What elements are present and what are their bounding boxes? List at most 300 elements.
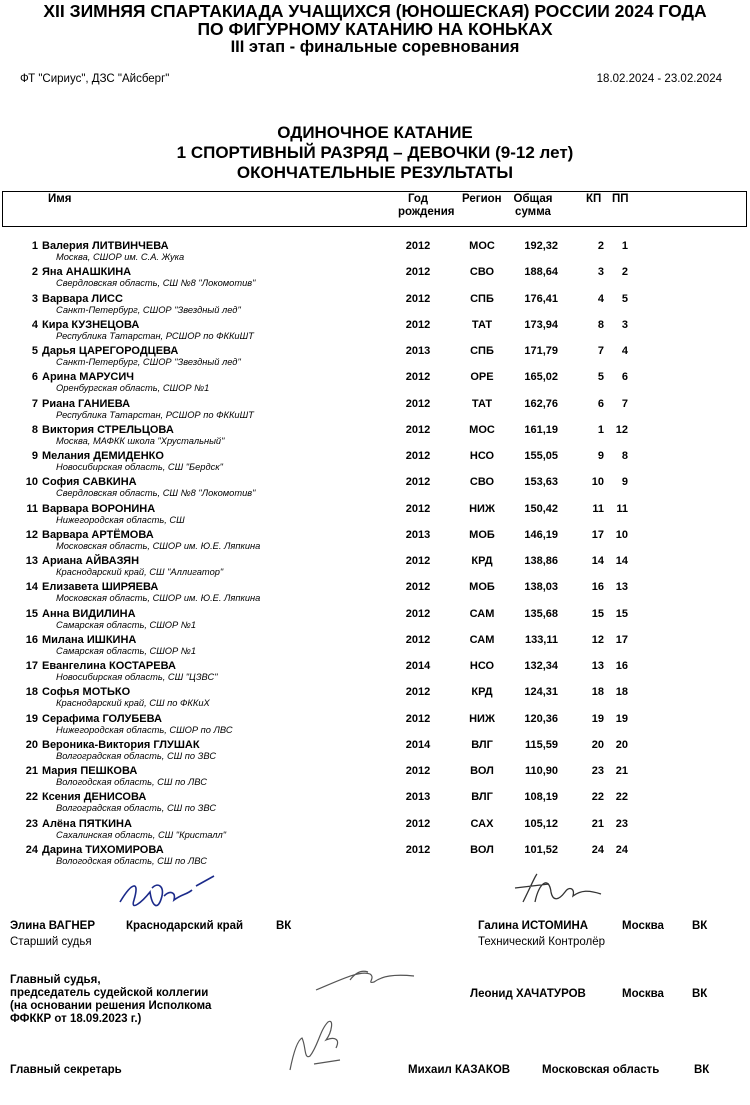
region-cell: СВО: [469, 266, 495, 279]
table-row: [0, 319, 750, 345]
fs-place-cell: 24: [615, 843, 628, 856]
athlete-first-name: Анна: [42, 607, 70, 620]
sp-place-cell: 21: [591, 817, 604, 830]
club-cell: Республика Татарстан, РСШОР по ФККиШТ: [56, 330, 254, 341]
fs-place-cell: 13: [615, 581, 628, 594]
athlete-last-name: ВИДИЛИНА: [72, 607, 136, 620]
athlete-name-cell: [42, 529, 154, 541]
title-line-1: XII ЗИМНЯЯ СПАРТАКИАДА УЧАЩИХСЯ (ЮНОШЕСКАЯ) РОССИИ 2024 ГОДА: [43, 1, 707, 21]
rank-cell: 6: [31, 371, 38, 384]
athlete-first-name: Евангелина: [42, 660, 106, 672]
athlete-name-cell: [42, 686, 130, 698]
region-cell: КРД: [471, 555, 493, 567]
col-header-total: Общая сумма: [513, 193, 553, 218]
sp-place-cell: 22: [591, 791, 604, 804]
club-cell: Новосибирская область, СШ "Бердск": [56, 462, 223, 472]
fs-place-cell: 8: [621, 450, 628, 462]
club-cell: Новосибирская область, СШ "ЦЗВС": [56, 672, 218, 682]
results-table-header: [2, 191, 747, 227]
rank-cell: 19: [25, 712, 38, 725]
athlete-name-cell: [42, 634, 136, 646]
venue: ФТ "Сириус", ДЗС "Айсберг": [20, 73, 170, 85]
rank-cell: 4: [31, 318, 38, 331]
event-title: [0, 123, 750, 183]
fs-place-cell: 14: [615, 555, 628, 567]
total-score-cell: 161,19: [524, 423, 558, 436]
table-row: [0, 450, 750, 476]
total-score-cell: 120,36: [524, 712, 558, 725]
club-cell: Санкт-Петербург, СШОР "Звездный лед": [56, 357, 241, 367]
event-discipline: ОДИНОЧНОЕ КАТАНИЕ: [277, 123, 473, 142]
chief-referee-region: Москва: [622, 988, 664, 1000]
region-cell: ВОЛ: [470, 843, 494, 856]
athlete-name-cell: [42, 555, 139, 567]
rank-cell: 1: [31, 240, 38, 252]
athlete-name-cell: [42, 581, 158, 593]
birth-year-cell: 2013: [405, 528, 431, 541]
athlete-last-name: САВКИНА: [82, 476, 137, 489]
sp-place-cell: 16: [591, 581, 604, 594]
tc-name: Галина ИСТОМИНА: [478, 920, 589, 932]
rank-cell: 12: [25, 528, 38, 541]
athlete-last-name: СТРЕЛЬЦОВА: [97, 423, 174, 436]
athlete-first-name: Виктория: [42, 423, 95, 436]
club-cell: Московская область, СШОР им. Ю.Е. Ляпкина: [56, 593, 261, 604]
club-cell: Волгоградская область, СШ по ЗВС: [56, 750, 217, 761]
birth-year-cell: 2014: [405, 660, 431, 672]
sp-place-cell: 11: [592, 502, 604, 515]
table-row: [0, 713, 750, 739]
athlete-last-name: АРТЁМОВА: [91, 528, 154, 541]
rank-cell: 7: [31, 397, 38, 410]
sp-place-cell: 4: [597, 292, 604, 305]
table-row: [0, 660, 750, 686]
referee-signature-icon: [112, 872, 222, 922]
athlete-last-name: АНАШКИНА: [65, 266, 132, 279]
total-score-cell: 165,02: [524, 371, 558, 384]
rank-cell: 20: [25, 738, 38, 751]
total-score-cell: 146,19: [524, 528, 558, 541]
col-header-region: Регион: [462, 193, 502, 205]
fs-place-cell: 11: [616, 502, 628, 515]
athlete-last-name: ГОЛУБЕВА: [102, 712, 162, 725]
birth-year-cell: 2012: [405, 555, 431, 567]
athlete-last-name: ЛИТВИНЧЕВА: [91, 240, 169, 252]
total-score-cell: 150,42: [524, 502, 558, 515]
athlete-name-cell: [42, 660, 176, 672]
birth-year-cell: 2012: [405, 318, 431, 331]
fs-place-cell: 18: [615, 686, 628, 699]
table-row: [0, 371, 750, 397]
athlete-last-name: ШИРЯЕВА: [101, 581, 159, 594]
athlete-first-name: Алёна: [42, 817, 76, 830]
athlete-first-name: Валерия: [42, 240, 89, 252]
sp-place-cell: 18: [591, 686, 604, 699]
region-cell: НИЖ: [469, 502, 495, 515]
birth-year-cell: 2013: [405, 791, 431, 804]
sp-place-cell: 10: [591, 476, 604, 489]
title-line-3: III этап - финальные соревнования: [230, 38, 520, 56]
event-category: 1 СПОРТИВНЫЙ РАЗРЯД – ДЕВОЧКИ (9-12 лет): [176, 143, 574, 162]
rank-cell: 23: [25, 817, 38, 830]
athlete-last-name: ДЕМИДЕНКО: [93, 450, 164, 462]
total-score-cell: 176,41: [524, 292, 558, 305]
birth-year-cell: 2013: [405, 345, 431, 357]
birth-year-cell: 2012: [405, 266, 431, 279]
athlete-last-name: ЦАРЕГОРОДЦЕВА: [78, 345, 179, 357]
athlete-name-cell: [42, 345, 178, 357]
chief-referee-name: Леонид ХАЧАТУРОВ: [470, 988, 586, 1000]
region-cell: ОРЕ: [470, 371, 494, 384]
fs-place-cell: 17: [615, 633, 628, 646]
col-header-sp: КП: [586, 193, 602, 205]
athlete-name-cell: [42, 319, 139, 331]
club-cell: Санкт-Петербург, СШОР "Звездный лед": [56, 304, 241, 315]
table-row: [0, 555, 750, 581]
fs-place-cell: 19: [615, 712, 628, 725]
athlete-name-cell: [42, 476, 137, 488]
rank-cell: 17: [25, 660, 38, 672]
athlete-first-name: София: [42, 476, 80, 489]
region-cell: МОБ: [469, 528, 495, 541]
chief-referee-role: Главный судья, председатель судейской коллегии (на основании решения Исполкома ФФККР от 18.09.2023 г.): [10, 974, 212, 1025]
athlete-first-name: Серафима: [42, 712, 100, 725]
club-cell: Самарская область, СШОР №1: [56, 619, 197, 630]
total-score-cell: 138,86: [524, 555, 558, 567]
sp-place-cell: 23: [591, 765, 604, 777]
birth-year-cell: 2012: [405, 765, 431, 777]
sp-place-cell: 2: [597, 240, 604, 252]
table-row: [0, 739, 750, 765]
rank-cell: 11: [26, 502, 38, 515]
region-cell: ВЛГ: [471, 791, 493, 804]
athlete-last-name: ПЯТКИНА: [78, 817, 132, 830]
fs-place-cell: 5: [621, 292, 628, 305]
athlete-first-name: Елизавета: [42, 581, 99, 594]
sp-place-cell: 19: [591, 712, 604, 725]
sp-place-cell: 6: [597, 397, 604, 410]
athlete-last-name: МАРУСИЧ: [79, 371, 134, 384]
rank-cell: 3: [31, 292, 38, 305]
birth-year-cell: 2012: [405, 502, 431, 515]
birth-year-cell: 2012: [405, 607, 431, 620]
total-score-cell: 115,59: [524, 738, 558, 751]
rank-cell: 13: [25, 555, 38, 567]
referee-region: Краснодарский край: [126, 920, 244, 932]
region-cell: КРД: [471, 686, 493, 699]
col-header-fs: ПП: [612, 193, 629, 205]
athlete-last-name: ТИХОМИРОВА: [85, 843, 164, 856]
tc-signature-icon: [505, 872, 615, 912]
club-cell: Вологодская область, СШ по ЛВС: [56, 855, 207, 866]
competition-title: [0, 2, 750, 56]
athlete-last-name: ВОРОНИНА: [91, 502, 156, 515]
region-cell: СПБ: [470, 345, 494, 357]
fs-place-cell: 6: [621, 371, 628, 384]
region-cell: САМ: [469, 633, 495, 646]
rank-cell: 9: [31, 450, 38, 462]
referee-name: Элина ВАГНЕР: [10, 920, 96, 932]
athlete-last-name: АЙВАЗЯН: [85, 555, 140, 567]
athlete-last-name: КУЗНЕЦОВА: [71, 318, 140, 331]
total-score-cell: 108,19: [524, 791, 558, 804]
club-cell: Москва, МАФКК школа "Хрустальный": [56, 435, 225, 446]
rank-cell: 10: [25, 476, 38, 489]
rank-cell: 24: [25, 843, 38, 856]
referee-role: Старший судья: [10, 936, 92, 948]
fs-place-cell: 15: [615, 607, 628, 620]
club-cell: Самарская область, СШОР №1: [56, 645, 197, 656]
athlete-name-cell: [42, 371, 134, 383]
club-cell: Оренбургская область, СШОР №1: [56, 383, 210, 394]
table-row: [0, 686, 750, 712]
athlete-first-name: Кира: [42, 318, 69, 331]
athlete-first-name: Яна: [42, 266, 63, 279]
athlete-name-cell: [42, 266, 131, 278]
secretary-name: Михаил КАЗАКОВ: [408, 1064, 511, 1076]
athlete-name-cell: [42, 844, 164, 856]
club-cell: Краснодарский край, СШ "Аллигатор": [56, 567, 224, 577]
region-cell: ТАТ: [471, 318, 493, 331]
secretary-role: Главный секретарь: [10, 1064, 122, 1076]
athlete-name-cell: [42, 240, 169, 252]
birth-year-cell: 2012: [405, 423, 431, 436]
total-score-cell: 171,79: [524, 345, 558, 357]
club-cell: Краснодарский край, СШ по ФККиХ: [56, 698, 210, 709]
table-row: [0, 398, 750, 424]
total-score-cell: 138,03: [524, 581, 558, 594]
table-row: [0, 529, 750, 555]
sp-place-cell: 1: [597, 423, 604, 436]
total-score-cell: 101,52: [524, 843, 558, 856]
athlete-last-name: КОСТАРЕВА: [109, 660, 176, 672]
club-cell: Республика Татарстан, РСШОР по ФККиШТ: [56, 409, 254, 420]
birth-year-cell: 2014: [405, 738, 431, 751]
athlete-last-name: ЛИСС: [91, 292, 123, 305]
table-row: [0, 266, 750, 292]
region-cell: САМ: [469, 607, 495, 620]
fs-place-cell: 21: [615, 765, 628, 777]
athlete-name-cell: [42, 293, 123, 305]
table-row: [0, 818, 750, 844]
birth-year-cell: 2012: [405, 581, 431, 594]
secretary-region: Московская область: [542, 1064, 660, 1076]
region-cell: ТАТ: [471, 397, 493, 410]
rank-cell: 22: [25, 791, 38, 804]
region-cell: МОС: [469, 240, 495, 252]
chief-referee-signature-icon: [310, 960, 430, 1000]
athlete-name-cell: [42, 791, 146, 803]
fs-place-cell: 3: [621, 318, 628, 331]
total-score-cell: 124,31: [524, 686, 558, 699]
rank-cell: 15: [25, 607, 38, 620]
birth-year-cell: 2012: [405, 240, 431, 252]
sp-place-cell: 3: [597, 266, 604, 279]
birth-year-cell: 2012: [405, 686, 431, 699]
club-cell: Московская область, СШОР им. Ю.Е. Ляпкина: [56, 540, 261, 551]
club-cell: Вологодская область, СШ по ЛВС: [56, 777, 207, 787]
athlete-first-name: Варвара: [42, 292, 89, 305]
col-header-year: Год рождения: [398, 193, 455, 218]
athlete-first-name: Вероника-Виктория: [42, 738, 151, 751]
fs-place-cell: 16: [615, 660, 628, 672]
athlete-first-name: Дарина: [42, 843, 83, 856]
sp-place-cell: 13: [591, 660, 604, 672]
region-cell: НСО: [469, 450, 495, 462]
club-cell: Свердловская область, СШ №8 "Локомотив": [56, 278, 256, 289]
sp-place-cell: 5: [597, 371, 604, 384]
birth-year-cell: 2012: [405, 450, 431, 462]
birth-year-cell: 2012: [405, 292, 431, 305]
region-cell: ВЛГ: [471, 738, 493, 751]
club-cell: Свердловская область, СШ №8 "Локомотив": [56, 488, 256, 499]
total-score-cell: 153,63: [524, 476, 558, 489]
athlete-last-name: МОТЬКО: [82, 686, 131, 699]
athlete-name-cell: [42, 608, 136, 620]
athlete-first-name: Ариана: [42, 555, 83, 567]
total-score-cell: 105,12: [524, 817, 558, 830]
rank-cell: 16: [25, 633, 38, 646]
fs-place-cell: 20: [615, 738, 628, 751]
fs-place-cell: 12: [615, 423, 628, 436]
sp-place-cell: 14: [591, 555, 604, 567]
region-cell: НИЖ: [469, 712, 495, 725]
athlete-last-name: ДЕНИСОВА: [83, 791, 147, 804]
athlete-first-name: Арина: [42, 371, 77, 384]
athlete-first-name: Ксения: [42, 791, 81, 804]
table-row: [0, 240, 750, 266]
birth-year-cell: 2012: [405, 633, 431, 646]
fs-place-cell: 2: [621, 266, 628, 279]
referee-category: ВК: [276, 920, 292, 932]
table-row: [0, 476, 750, 502]
table-row: [0, 608, 750, 634]
sp-place-cell: 24: [591, 843, 604, 856]
secretary-signature-icon: [280, 1010, 360, 1080]
fs-place-cell: 23: [615, 817, 628, 830]
athlete-name-cell: [42, 713, 162, 725]
rank-cell: 5: [31, 345, 38, 357]
birth-year-cell: 2012: [405, 817, 431, 830]
fs-place-cell: 10: [615, 528, 628, 541]
sp-place-cell: 9: [597, 450, 604, 462]
table-row: [0, 765, 750, 791]
region-cell: МОБ: [469, 581, 495, 594]
club-cell: Волгоградская область, СШ по ЗВС: [56, 803, 217, 814]
fs-place-cell: 9: [621, 476, 628, 489]
sp-place-cell: 15: [591, 607, 604, 620]
total-score-cell: 155,05: [524, 450, 558, 462]
rank-cell: 21: [25, 765, 38, 777]
athlete-name-cell: [42, 450, 164, 462]
fs-place-cell: 4: [621, 345, 628, 357]
athlete-first-name: Софья: [42, 686, 80, 699]
table-row: [0, 581, 750, 607]
athlete-first-name: Дарья: [42, 345, 76, 357]
athlete-first-name: Варвара: [42, 528, 89, 541]
athlete-name-cell: [42, 398, 130, 410]
club-cell: Нижегородская область, СШОР по ЛВС: [56, 724, 233, 735]
table-row: [0, 424, 750, 450]
athlete-first-name: Милана: [42, 633, 84, 646]
total-score-cell: 192,32: [524, 240, 558, 252]
table-row: [0, 844, 750, 870]
total-score-cell: 188,64: [524, 266, 558, 279]
athlete-last-name: ГАНИЕВА: [78, 397, 131, 410]
birth-year-cell: 2012: [405, 843, 431, 856]
sp-place-cell: 17: [591, 528, 604, 541]
rank-cell: 2: [31, 266, 38, 279]
region-cell: САХ: [470, 817, 494, 830]
tc-category: ВК: [692, 920, 708, 932]
event-stage: ОКОНЧАТЕЛЬНЫЕ РЕЗУЛЬТАТЫ: [236, 163, 514, 182]
region-cell: НСО: [469, 660, 495, 672]
club-cell: Нижегородская область, СШ: [56, 514, 185, 525]
region-cell: СВО: [469, 476, 495, 489]
region-cell: МОС: [469, 423, 495, 436]
total-score-cell: 110,90: [524, 765, 558, 777]
rank-cell: 8: [31, 423, 38, 436]
athlete-name-cell: [42, 424, 174, 436]
athlete-first-name: Мелания: [42, 450, 91, 462]
col-header-name: Имя: [48, 193, 72, 205]
rank-cell: 18: [25, 686, 38, 699]
total-score-cell: 135,68: [524, 607, 558, 620]
birth-year-cell: 2012: [405, 371, 431, 384]
tc-role: Технический Контролёр: [478, 936, 606, 948]
table-row: [0, 634, 750, 660]
athlete-last-name: ИШКИНА: [86, 633, 137, 646]
table-row: [0, 345, 750, 371]
chief-referee-category: ВК: [692, 988, 708, 1000]
total-score-cell: 173,94: [524, 318, 558, 331]
athlete-first-name: Мария: [42, 765, 78, 777]
club-cell: Сахалинская область, СШ "Кристалл": [56, 829, 227, 840]
fs-place-cell: 7: [621, 397, 628, 410]
tc-region: Москва: [622, 920, 664, 932]
rank-cell: 14: [25, 581, 38, 594]
total-score-cell: 132,34: [524, 660, 558, 672]
competition-dates: 18.02.2024 - 23.02.2024: [596, 73, 722, 85]
total-score-cell: 133,11: [524, 633, 558, 646]
athlete-last-name: ГЛУШАК: [153, 738, 200, 751]
athlete-first-name: Риана: [42, 397, 75, 410]
athlete-name-cell: [42, 503, 155, 515]
sp-place-cell: 20: [591, 738, 604, 751]
fs-place-cell: 22: [615, 791, 628, 804]
table-row: [0, 503, 750, 529]
athlete-last-name: ПЕШКОВА: [80, 765, 138, 777]
athlete-first-name: Варвара: [42, 502, 89, 515]
total-score-cell: 162,76: [524, 397, 558, 410]
athlete-name-cell: [42, 765, 137, 777]
region-cell: ВОЛ: [470, 765, 494, 777]
birth-year-cell: 2012: [405, 476, 431, 489]
table-row: [0, 293, 750, 319]
region-cell: СПБ: [470, 292, 494, 305]
table-row: [0, 791, 750, 817]
birth-year-cell: 2012: [405, 712, 431, 725]
title-line-2: ПО ФИГУРНОМУ КАТАНИЮ НА КОНЬКАХ: [197, 19, 553, 39]
secretary-category: ВК: [694, 1064, 710, 1076]
athlete-name-cell: [42, 739, 200, 751]
club-cell: Москва, СШОР им. С.А. Жука: [56, 252, 185, 262]
fs-place-cell: 1: [621, 240, 628, 252]
birth-year-cell: 2012: [405, 397, 431, 410]
sp-place-cell: 12: [591, 633, 604, 646]
sp-place-cell: 7: [597, 345, 604, 357]
athlete-name-cell: [42, 818, 132, 830]
